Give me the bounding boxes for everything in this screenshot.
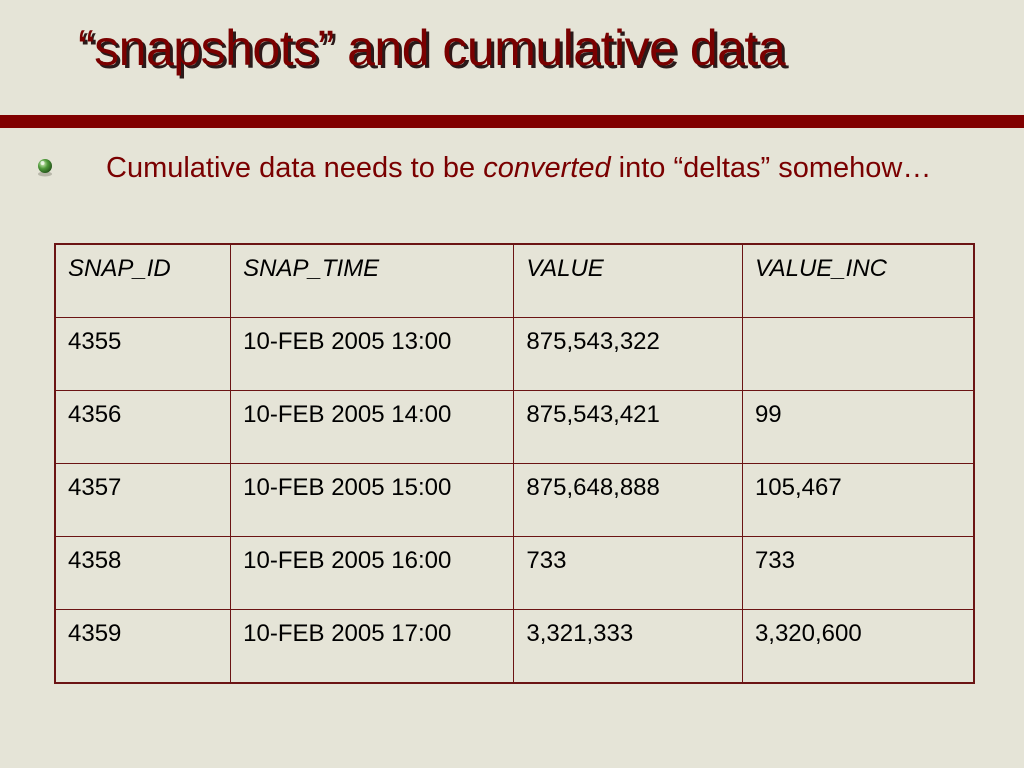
- table-row: [55, 318, 974, 391]
- bullet-text-before: Cumulative data needs to be: [106, 152, 484, 184]
- cell-value: 875,648,888: [514, 464, 743, 537]
- bullet-text-emphasis: converted: [483, 152, 611, 184]
- cell-snap-time: 10-FEB 2005 14:00: [231, 391, 514, 464]
- cell-snap-id: 4357: [55, 464, 231, 537]
- cell-value-inc: 733: [742, 537, 974, 610]
- bullet-text: [106, 148, 966, 188]
- cell-snap-time: 10-FEB 2005 13:00: [231, 318, 514, 391]
- slide-title: “snapshots” and cumulative data: [78, 20, 786, 76]
- table-row: [55, 537, 974, 610]
- cell-value: 875,543,322: [514, 318, 743, 391]
- table-row: [55, 464, 974, 537]
- bullet-text-after: into “deltas” somehow…: [610, 152, 932, 184]
- cell-value-inc: 99: [742, 391, 974, 464]
- cell-snap-time: 10-FEB 2005 15:00: [231, 464, 514, 537]
- cell-snap-id: 4356: [55, 391, 231, 464]
- cell-value-inc: [742, 318, 974, 391]
- cell-snap-time: 10-FEB 2005 17:00: [231, 610, 514, 684]
- table-header-row: [55, 244, 974, 318]
- column-header-value: VALUE: [514, 244, 743, 318]
- cell-snap-time: 10-FEB 2005 16:00: [231, 537, 514, 610]
- cell-snap-id: 4355: [55, 318, 231, 391]
- cell-value: 733: [514, 537, 743, 610]
- table-row: [55, 610, 974, 684]
- cell-value: 875,543,421: [514, 391, 743, 464]
- cell-snap-id: 4358: [55, 537, 231, 610]
- cell-value: 3,321,333: [514, 610, 743, 684]
- title-divider: [0, 115, 1024, 128]
- cell-value-inc: 105,467: [742, 464, 974, 537]
- column-header-snap-time: SNAP_TIME: [231, 244, 514, 318]
- column-header-snap-id: SNAP_ID: [55, 244, 231, 318]
- cell-snap-id: 4359: [55, 610, 231, 684]
- green-sphere-bullet-icon: [36, 156, 54, 178]
- table-row: [55, 391, 974, 464]
- cell-value-inc: 3,320,600: [742, 610, 974, 684]
- column-header-value-inc: VALUE_INC: [742, 244, 974, 318]
- snapshot-table: [54, 243, 975, 684]
